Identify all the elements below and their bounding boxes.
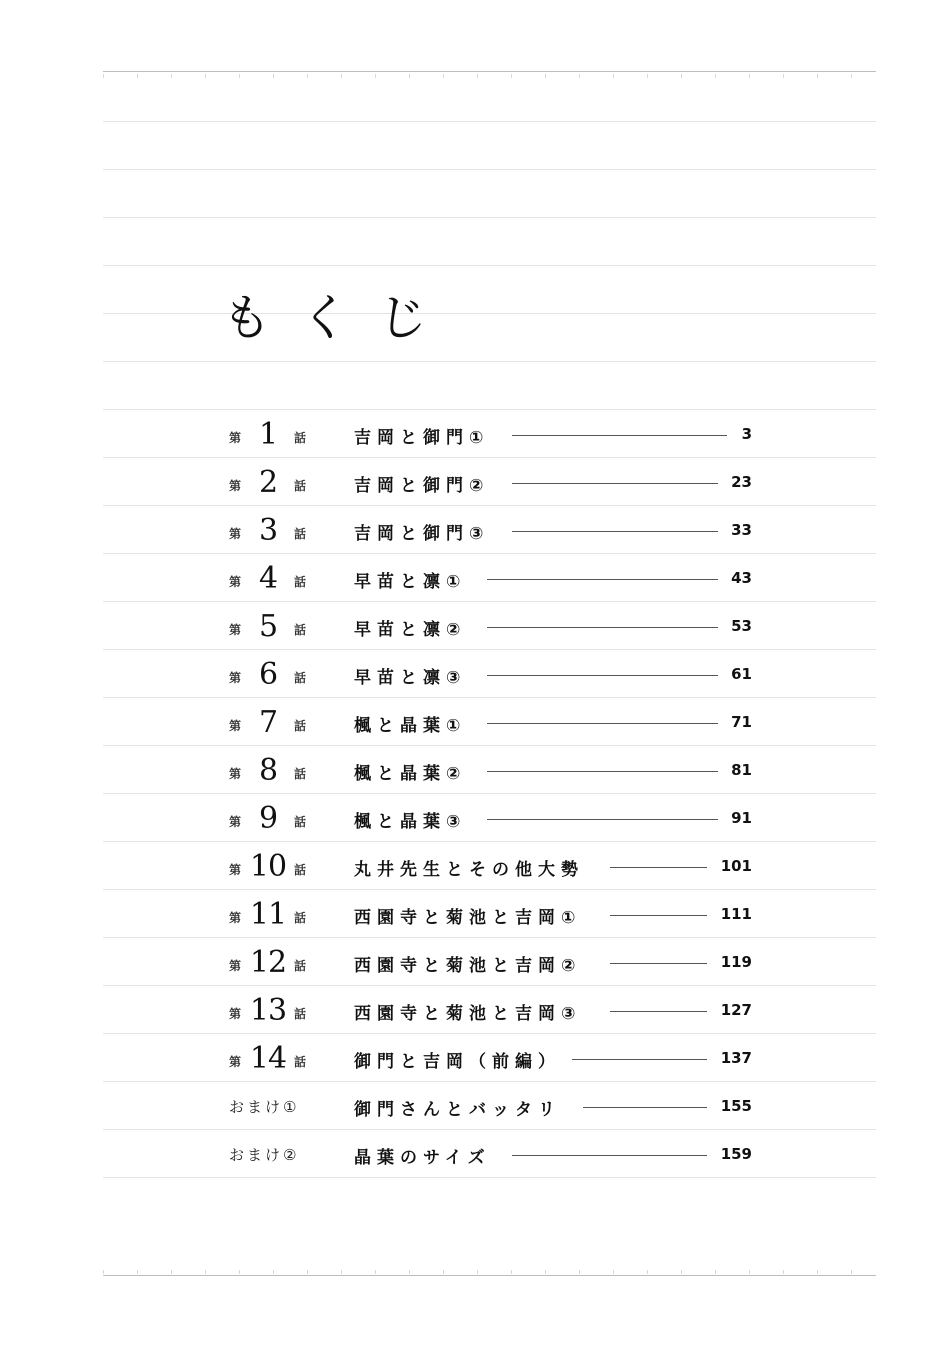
page-number: 159 <box>720 1145 752 1163</box>
leader-line <box>610 1011 707 1012</box>
chapter-number: 13 <box>249 993 287 1028</box>
chapter-suffix: 話 <box>294 671 307 685</box>
leader-line <box>610 867 707 868</box>
chapter-title: 御門と吉岡（前編） <box>354 1052 561 1072</box>
chapter-title: 丸井先生とその他大勢 <box>354 860 584 880</box>
page-number: 111 <box>720 905 752 923</box>
chapter-prefix: 第 <box>229 719 242 733</box>
chapter-suffix: 話 <box>294 1055 307 1069</box>
leader-line <box>487 675 718 676</box>
ruled-line <box>103 121 876 122</box>
leader-line <box>512 531 718 532</box>
page-number: 81 <box>731 761 752 779</box>
leader-line <box>610 915 707 916</box>
chapter-suffix: 話 <box>294 527 307 541</box>
chapter-title: 楓と晶葉② <box>354 764 467 784</box>
chapter-title: 西園寺と菊池と吉岡③ <box>354 1004 582 1024</box>
chapter-title: 楓と晶葉① <box>354 716 467 736</box>
chapter-title: 早苗と凛③ <box>354 668 467 688</box>
toc-entry[interactable] <box>0 1034 949 1082</box>
chapter-number: 10 <box>249 849 287 884</box>
toc-entry[interactable] <box>0 1082 949 1130</box>
page-number: 23 <box>731 473 752 491</box>
chapter-title: 楓と晶葉③ <box>354 812 467 832</box>
chapter-title: 早苗と凛② <box>354 620 467 640</box>
chapter-number: 12 <box>249 945 287 980</box>
chapter-suffix: 話 <box>294 623 307 637</box>
toc-entry[interactable] <box>0 506 949 554</box>
page-title: もくじ <box>219 289 458 347</box>
chapter-prefix: 第 <box>229 767 242 781</box>
bottom-border-rule <box>103 1275 876 1276</box>
page-number: 33 <box>731 521 752 539</box>
leader-line <box>572 1059 707 1060</box>
ruled-line <box>103 1177 876 1178</box>
leader-line <box>487 627 718 628</box>
ruled-line <box>103 361 876 362</box>
chapter-title: 西園寺と菊池と吉岡② <box>354 956 582 976</box>
chapter-suffix: 話 <box>294 767 307 781</box>
chapter-prefix: 第 <box>229 815 242 829</box>
leader-line <box>487 723 718 724</box>
leader-line <box>512 483 718 484</box>
chapter-suffix: 話 <box>294 911 307 925</box>
ruled-line <box>103 169 876 170</box>
chapter-suffix: 話 <box>294 863 307 877</box>
page-number: 119 <box>720 953 752 971</box>
leader-line <box>512 435 727 436</box>
chapter-number: 1 <box>258 417 278 452</box>
chapter-title: 晶葉のサイズ <box>354 1148 491 1168</box>
page-number: 3 <box>741 425 752 443</box>
page-number: 137 <box>720 1049 752 1067</box>
ruled-line <box>103 217 876 218</box>
chapter-number: 3 <box>258 513 278 548</box>
toc-entry[interactable] <box>0 794 949 842</box>
chapter-title: 早苗と凛① <box>354 572 467 592</box>
page-number: 91 <box>731 809 752 827</box>
leader-line <box>583 1107 707 1108</box>
chapter-suffix: 話 <box>294 431 307 445</box>
chapter-title: 御門さんとバッタリ <box>354 1100 561 1120</box>
chapter-number: 11 <box>249 897 287 932</box>
chapter-number: 5 <box>258 609 278 644</box>
chapter-prefix: 第 <box>229 671 242 685</box>
bonus-label: おまけ② <box>229 1146 300 1164</box>
chapter-number: 14 <box>249 1041 287 1076</box>
chapter-number: 8 <box>258 753 278 788</box>
chapter-number: 9 <box>258 801 278 836</box>
toc-entry[interactable] <box>0 554 949 602</box>
chapter-title: 西園寺と菊池と吉岡① <box>354 908 582 928</box>
toc-entry[interactable] <box>0 650 949 698</box>
page-number: 43 <box>731 569 752 587</box>
bottom-tick-marks <box>103 1270 876 1274</box>
chapter-title: 吉岡と御門③ <box>354 524 490 544</box>
page-number: 53 <box>731 617 752 635</box>
page-number: 61 <box>731 665 752 683</box>
page-number: 71 <box>731 713 752 731</box>
leader-line <box>487 771 718 772</box>
chapter-number: 4 <box>258 561 278 596</box>
ruled-line <box>103 313 876 314</box>
toc-entry[interactable] <box>0 746 949 794</box>
toc-entry[interactable] <box>0 938 949 986</box>
toc-entry[interactable] <box>0 1130 949 1178</box>
toc-entry[interactable] <box>0 890 949 938</box>
leader-line <box>512 1155 707 1156</box>
page-number: 127 <box>720 1001 752 1019</box>
top-tick-marks <box>103 74 876 78</box>
chapter-number: 6 <box>258 657 278 692</box>
chapter-title: 吉岡と御門② <box>354 476 490 496</box>
chapter-suffix: 話 <box>294 815 307 829</box>
bonus-label: おまけ① <box>229 1098 300 1116</box>
chapter-prefix: 第 <box>229 959 242 973</box>
leader-line <box>610 963 707 964</box>
top-border-rule <box>103 71 876 72</box>
toc-entry[interactable] <box>0 842 949 890</box>
chapter-prefix: 第 <box>229 623 242 637</box>
leader-line <box>487 819 718 820</box>
chapter-number: 2 <box>258 465 278 500</box>
ruled-line <box>103 265 876 266</box>
toc-entry[interactable] <box>0 458 949 506</box>
leader-line <box>487 579 718 580</box>
chapter-suffix: 話 <box>294 719 307 733</box>
chapter-prefix: 第 <box>229 863 242 877</box>
toc-entry[interactable] <box>0 986 949 1034</box>
page-number: 101 <box>720 857 752 875</box>
chapter-prefix: 第 <box>229 1007 242 1021</box>
toc-entry[interactable] <box>0 698 949 746</box>
chapter-prefix: 第 <box>229 527 242 541</box>
chapter-number: 7 <box>258 705 278 740</box>
chapter-suffix: 話 <box>294 479 307 493</box>
chapter-prefix: 第 <box>229 479 242 493</box>
chapter-title: 吉岡と御門① <box>354 428 490 448</box>
chapter-prefix: 第 <box>229 575 242 589</box>
chapter-prefix: 第 <box>229 431 242 445</box>
page-number: 155 <box>720 1097 752 1115</box>
toc-entry[interactable] <box>0 410 949 458</box>
chapter-suffix: 話 <box>294 959 307 973</box>
chapter-suffix: 話 <box>294 575 307 589</box>
chapter-suffix: 話 <box>294 1007 307 1021</box>
chapter-prefix: 第 <box>229 911 242 925</box>
toc-entry[interactable] <box>0 602 949 650</box>
chapter-prefix: 第 <box>229 1055 242 1069</box>
